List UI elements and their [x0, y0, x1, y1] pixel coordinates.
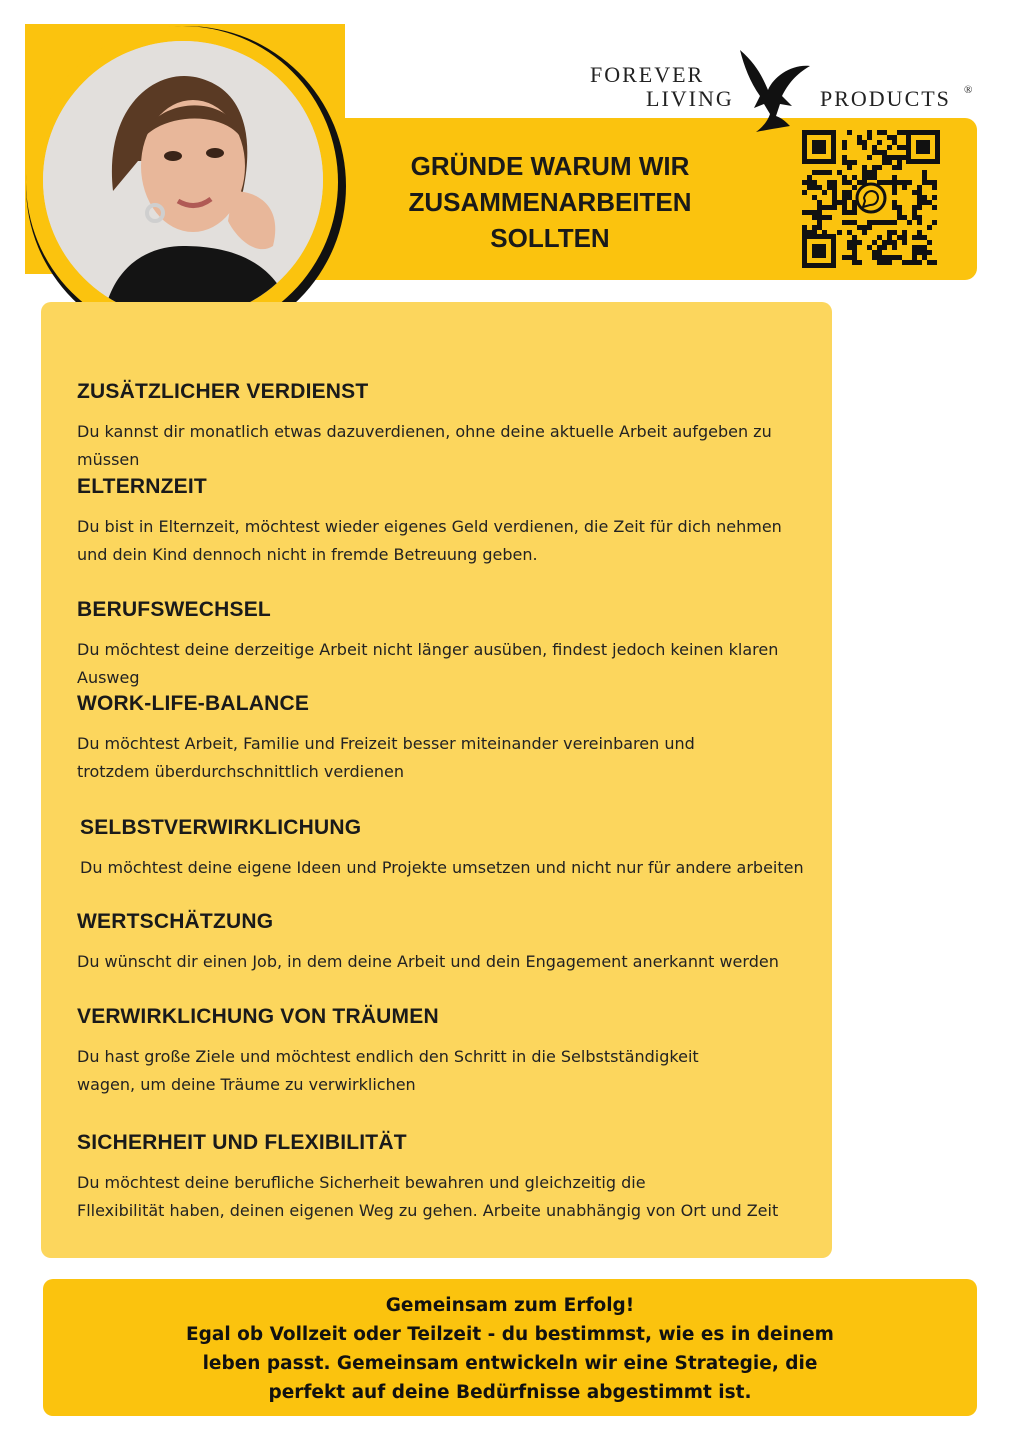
- page-title-line: SOLLTEN: [490, 223, 610, 253]
- qr-module: [922, 180, 927, 185]
- qr-module: [927, 200, 932, 205]
- qr-module: [917, 200, 922, 205]
- qr-module: [872, 240, 877, 245]
- qr-module: [902, 230, 907, 235]
- qr-module: [862, 165, 867, 170]
- qr-module: [877, 130, 882, 135]
- qr-module: [822, 230, 827, 235]
- footer-line: leben passt. Gemeinsam entwickeln wir eine Strategie, die: [202, 1353, 818, 1374]
- reason-text-line: Du möchtest deine berufliche Sicherheit bewahren und gleichzeitig die: [77, 1173, 646, 1192]
- qr-module: [877, 235, 882, 240]
- qr-module: [827, 205, 832, 210]
- reason-text-line: Fllexibilität haben, deinen eigenen Weg zu gehen. Arbeite unabhängig von Ort und Zeit: [77, 1201, 779, 1220]
- whatsapp-qr-code[interactable]: [800, 128, 942, 270]
- qr-module: [897, 255, 902, 260]
- qr-module: [877, 220, 882, 225]
- qr-module: [807, 175, 812, 180]
- qr-module: [807, 210, 812, 215]
- qr-module: [922, 250, 927, 255]
- qr-module: [932, 220, 937, 225]
- qr-module: [827, 185, 832, 190]
- qr-module: [877, 245, 882, 250]
- qr-module: [832, 200, 837, 205]
- qr-module: [827, 215, 832, 220]
- qr-module: [932, 180, 937, 185]
- footer-line: Egal ob Vollzeit oder Teilzeit - du bestimmst, wie es in deinem: [186, 1324, 834, 1345]
- qr-module: [847, 255, 852, 260]
- reason-text-line: Du hast große Ziele und möchtest endlich den Schritt in die Selbstständigkeit: [77, 1047, 699, 1066]
- reason-text: [77, 1169, 817, 1225]
- qr-module: [927, 180, 932, 185]
- qr-module: [882, 240, 887, 245]
- qr-module: [812, 180, 817, 185]
- qr-module: [887, 135, 892, 140]
- qr-module: [882, 160, 887, 165]
- qr-module: [897, 215, 902, 220]
- page-title-line: ZUSAMMENARBEITEN: [408, 187, 692, 217]
- qr-module: [922, 195, 927, 200]
- qr-module: [822, 190, 827, 195]
- qr-module: [817, 220, 822, 225]
- qr-module: [872, 250, 877, 255]
- qr-module: [832, 190, 837, 195]
- reason-title: ZUSÄTZLICHER VERDIENST: [77, 380, 369, 403]
- reason-title: SICHERHEIT UND FLEXIBILITÄT: [77, 1131, 407, 1154]
- qr-module: [897, 180, 902, 185]
- reason-item: [77, 1005, 817, 1099]
- qr-module: [852, 205, 857, 210]
- qr-module: [862, 175, 867, 180]
- qr-module: [892, 205, 897, 210]
- qr-module: [882, 130, 887, 135]
- qr-module: [917, 245, 922, 250]
- qr-module: [837, 200, 842, 205]
- qr-module: [897, 165, 902, 170]
- qr-module: [892, 140, 897, 145]
- qr-module: [917, 260, 922, 265]
- qr-module: [802, 230, 807, 235]
- qr-module: [877, 255, 882, 260]
- qr-module: [912, 245, 917, 250]
- reason-text-line: wagen, um deine Träume zu verwirklichen: [77, 1075, 416, 1094]
- qr-code-icon: [800, 128, 942, 270]
- qr-module: [852, 220, 857, 225]
- qr-module: [802, 225, 807, 230]
- qr-module: [802, 190, 807, 195]
- qr-module: [917, 230, 922, 235]
- qr-module: [892, 200, 897, 205]
- reason-item: [77, 380, 817, 474]
- qr-module: [842, 220, 847, 225]
- qr-module: [932, 195, 937, 200]
- qr-module: [902, 145, 907, 150]
- reason-title: BERUFSWECHSEL: [77, 598, 271, 621]
- qr-module: [847, 160, 852, 165]
- qr-module: [932, 260, 937, 265]
- qr-module: [887, 145, 892, 150]
- reason-title: WORK-LIFE-BALANCE: [77, 692, 310, 715]
- qr-module: [807, 230, 812, 235]
- qr-module: [852, 175, 857, 180]
- qr-module: [917, 205, 922, 210]
- qr-module: [907, 220, 912, 225]
- qr-module: [807, 180, 812, 185]
- qr-module: [917, 220, 922, 225]
- qr-module: [892, 245, 897, 250]
- qr-module: [832, 205, 837, 210]
- qr-module: [912, 235, 917, 240]
- reason-title: ELTERNZEIT: [77, 475, 207, 498]
- qr-module: [887, 160, 892, 165]
- qr-module: [812, 225, 817, 230]
- qr-module: [857, 140, 862, 145]
- qr-module: [872, 165, 877, 170]
- qr-module: [822, 205, 827, 210]
- qr-module: [812, 210, 817, 215]
- qr-module: [842, 155, 847, 160]
- qr-module: [912, 255, 917, 260]
- qr-module: [867, 135, 872, 140]
- qr-module: [872, 220, 877, 225]
- qr-module: [927, 240, 932, 245]
- qr-module: [892, 175, 897, 180]
- qr-module: [892, 185, 897, 190]
- footer-message: [43, 1291, 977, 1407]
- qr-module: [822, 170, 827, 175]
- qr-module: [877, 250, 882, 255]
- qr-module: [897, 210, 902, 215]
- qr-module: [857, 135, 862, 140]
- qr-module: [922, 255, 927, 260]
- qr-module: [927, 225, 932, 230]
- qr-module: [867, 130, 872, 135]
- qr-module: [812, 215, 817, 220]
- qr-module: [817, 170, 822, 175]
- reason-title: VERWIRKLICHUNG VON TRÄUMEN: [77, 1005, 439, 1028]
- qr-module: [907, 180, 912, 185]
- qr-module: [902, 240, 907, 245]
- qr-module: [922, 170, 927, 175]
- qr-module: [872, 150, 877, 155]
- qr-module: [912, 190, 917, 195]
- page-title-line: GRÜNDE WARUM WIR: [410, 151, 690, 181]
- qr-module: [932, 205, 937, 210]
- qr-module: [847, 230, 852, 235]
- qr-module: [917, 190, 922, 195]
- qr-module: [817, 225, 822, 230]
- qr-module: [892, 240, 897, 245]
- qr-module: [842, 210, 847, 215]
- qr-module: [902, 130, 907, 135]
- qr-module: [872, 175, 877, 180]
- qr-module: [867, 225, 872, 230]
- qr-module: [922, 200, 927, 205]
- qr-module: [842, 145, 847, 150]
- qr-module: [872, 170, 877, 175]
- qr-module: [817, 215, 822, 220]
- reason-text: Du wünscht dir einen Job, in dem deine Arbeit und dein Engagement anerkannt werden: [77, 952, 779, 971]
- brand-word-living: LIVING: [646, 86, 734, 111]
- qr-module: [862, 230, 867, 235]
- reason-item: [77, 910, 817, 976]
- qr-module: [832, 185, 837, 190]
- qr-module: [877, 140, 882, 145]
- qr-module: [882, 155, 887, 160]
- qr-module: [817, 185, 822, 190]
- qr-module: [812, 195, 817, 200]
- qr-module: [892, 180, 897, 185]
- reason-text: Du bist in Elternzeit, möchtest wieder eigenes Geld verdienen, die Zeit für dich nehmen und dein Kind dennoch nicht in fremde Betreuung geben.: [77, 517, 782, 564]
- qr-module: [842, 190, 847, 195]
- qr-module: [887, 240, 892, 245]
- qr-module: [872, 145, 877, 150]
- qr-module: [902, 155, 907, 160]
- reason-item: [80, 816, 820, 882]
- qr-module: [882, 150, 887, 155]
- portrait-photo: [43, 41, 323, 319]
- reason-text: [77, 1043, 817, 1099]
- qr-module: [852, 160, 857, 165]
- qr-module: [867, 175, 872, 180]
- reason-item: [77, 475, 797, 569]
- page-title: [378, 148, 722, 256]
- qr-module: [922, 175, 927, 180]
- qr-module: [857, 260, 862, 265]
- reason-title: SELBSTVERWIRKLICHUNG: [80, 816, 362, 839]
- footer-line: Gemeinsam zum Erfolg!: [385, 1295, 635, 1316]
- qr-module: [897, 145, 902, 150]
- reason-text: Du möchtest Arbeit, Familie und Freizeit besser miteinander vereinbaren und trotzdem überdurchschnittlich verdienen: [77, 734, 695, 781]
- qr-module: [842, 205, 847, 210]
- qr-module: [897, 205, 902, 210]
- brand-logo: [588, 46, 988, 136]
- qr-module: [902, 185, 907, 190]
- qr-module: [887, 230, 892, 235]
- qr-module: [892, 190, 897, 195]
- qr-module: [917, 185, 922, 190]
- qr-module: [882, 255, 887, 260]
- qr-module: [822, 215, 827, 220]
- qr-module: [887, 255, 892, 260]
- qr-module: [862, 225, 867, 230]
- qr-module: [882, 180, 887, 185]
- qr-module: [857, 180, 862, 185]
- qr-module: [932, 185, 937, 190]
- reason-text: Du kannst dir monatlich etwas dazuverdienen, ohne deine aktuelle Arbeit aufgeben zu müssen: [77, 422, 772, 469]
- qr-module: [867, 220, 872, 225]
- brand-word-forever: FOREVER: [590, 62, 705, 87]
- qr-module: [852, 255, 857, 260]
- qr-module: [857, 225, 862, 230]
- qr-module: [862, 140, 867, 145]
- qr-module: [842, 195, 847, 200]
- qr-module: [802, 210, 807, 215]
- qr-module: [862, 170, 867, 175]
- reason-item: [77, 692, 767, 786]
- reason-item: [77, 1131, 817, 1225]
- qr-module: [877, 165, 882, 170]
- qr-module: [897, 130, 902, 135]
- qr-module: [852, 245, 857, 250]
- qr-module: [827, 180, 832, 185]
- eagle-icon: [736, 46, 814, 132]
- qr-module: [897, 155, 902, 160]
- qr-module: [842, 140, 847, 145]
- qr-module: [917, 250, 922, 255]
- qr-module: [847, 190, 852, 195]
- qr-module: [887, 235, 892, 240]
- qr-module: [922, 245, 927, 250]
- qr-module: [837, 170, 842, 175]
- reason-text: Du möchtest deine derzeitige Arbeit nicht länger ausüben, findest jedoch keinen klaren Ausweg: [77, 640, 779, 687]
- qr-module: [892, 255, 897, 260]
- qr-module: [882, 245, 887, 250]
- qr-module: [922, 235, 927, 240]
- qr-module: [847, 245, 852, 250]
- qr-module: [907, 260, 912, 265]
- qr-module: [852, 250, 857, 255]
- qr-module: [882, 260, 887, 265]
- portrait-illustration: [43, 41, 323, 319]
- qr-module: [842, 180, 847, 185]
- qr-module: [817, 210, 822, 215]
- qr-module: [837, 230, 842, 235]
- qr-module: [887, 260, 892, 265]
- qr-module: [912, 250, 917, 255]
- qr-module: [842, 255, 847, 260]
- qr-module: [817, 200, 822, 205]
- qr-module: [847, 195, 852, 200]
- brand-word-products: PRODUCTS: [820, 86, 951, 111]
- qr-module: [912, 260, 917, 265]
- qr-module: [902, 235, 907, 240]
- qr-module: [867, 155, 872, 160]
- qr-module: [917, 195, 922, 200]
- qr-module: [887, 220, 892, 225]
- qr-module: [912, 215, 917, 220]
- qr-module: [877, 150, 882, 155]
- qr-module: [847, 240, 852, 245]
- qr-module: [897, 235, 902, 240]
- qr-module: [812, 185, 817, 190]
- qr-module: [847, 165, 852, 170]
- qr-module: [887, 155, 892, 160]
- qr-module: [842, 200, 847, 205]
- qr-module: [897, 160, 902, 165]
- qr-module: [827, 170, 832, 175]
- qr-module: [892, 165, 897, 170]
- qr-module: [852, 185, 857, 190]
- qr-module: [892, 230, 897, 235]
- qr-module: [927, 260, 932, 265]
- reason-title: WERTSCHÄTZUNG: [77, 910, 274, 933]
- qr-module: [807, 185, 812, 190]
- qr-module: [862, 145, 867, 150]
- qr-module: [852, 210, 857, 215]
- qr-module: [852, 240, 857, 245]
- qr-module: [812, 170, 817, 175]
- qr-module: [892, 135, 897, 140]
- qr-module: [872, 255, 877, 260]
- qr-module: [867, 170, 872, 175]
- qr-module: [917, 235, 922, 240]
- qr-module: [912, 205, 917, 210]
- qr-module: [852, 235, 857, 240]
- reason-text: Du möchtest deine eigene Ideen und Projekte umsetzen und nicht nur für andere arbeiten: [80, 858, 804, 877]
- qr-module: [902, 180, 907, 185]
- qr-module: [847, 180, 852, 185]
- qr-module: [902, 215, 907, 220]
- qr-module: [847, 210, 852, 215]
- brand-registered-mark: ®: [964, 84, 975, 96]
- qr-module: [912, 210, 917, 215]
- qr-module: [877, 260, 882, 265]
- qr-module: [917, 215, 922, 220]
- qr-module: [892, 155, 897, 160]
- qr-module: [882, 220, 887, 225]
- qr-module: [812, 230, 817, 235]
- qr-module: [832, 195, 837, 200]
- qr-module: [852, 260, 857, 265]
- qr-module: [902, 260, 907, 265]
- reason-item: [77, 598, 817, 692]
- qr-module: [832, 180, 837, 185]
- qr-module: [842, 175, 847, 180]
- footer-line: perfekt auf deine Bedürfnisse abgestimmt ist.: [268, 1382, 752, 1403]
- qr-module: [867, 245, 872, 250]
- qr-module: [817, 205, 822, 210]
- qr-module: [857, 240, 862, 245]
- qr-module: [847, 130, 852, 135]
- qr-module: [887, 180, 892, 185]
- qr-module: [892, 220, 897, 225]
- qr-module: [842, 160, 847, 165]
- qr-module: [927, 250, 932, 255]
- qr-module: [847, 220, 852, 225]
- qr-module: [802, 180, 807, 185]
